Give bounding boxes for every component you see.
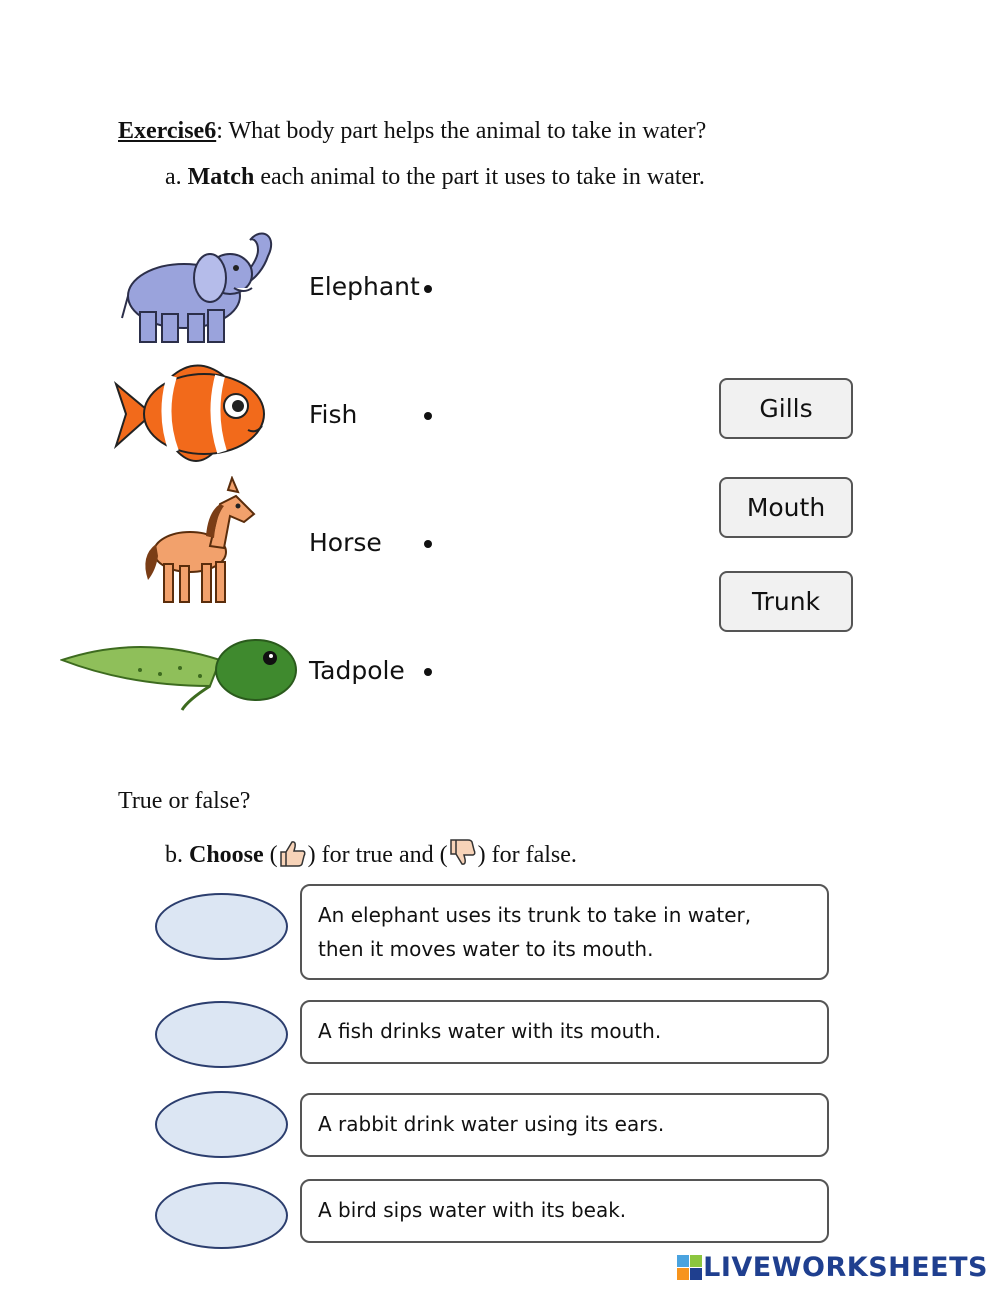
part-a-rest: each animal to the part it uses to take in water. <box>254 164 705 190</box>
statement-1-line1: An elephant uses its trunk to take in water, <box>318 903 752 927</box>
exercise-title <box>118 118 706 145</box>
part-b-paren-open: ( <box>263 842 278 868</box>
part-b-instruction <box>165 838 577 869</box>
answer-oval-4[interactable] <box>155 1182 288 1249</box>
statement-1 <box>300 884 829 980</box>
statement-3-line1: A rabbit drink water using its ears. <box>318 1112 665 1136</box>
statement-1-line2: then it moves water to its mouth. <box>318 937 654 961</box>
animal-label-elephant: Elephant <box>309 272 420 301</box>
answer-box-trunk[interactable]: Trunk <box>719 571 853 632</box>
fish-icon <box>112 354 272 474</box>
exercise-number: Exercise6 <box>118 118 217 144</box>
logo-blocks-icon <box>677 1255 703 1281</box>
animal-label-tadpole: Tadpole <box>309 656 405 685</box>
animal-label-horse: Horse <box>309 528 382 557</box>
part-b-end: ) for false. <box>477 842 577 868</box>
match-dot-tadpole[interactable] <box>424 668 432 676</box>
part-b-bold: Choose <box>189 842 264 868</box>
thumbs-up-icon <box>278 838 308 868</box>
horse-icon <box>140 476 260 608</box>
statement-4-line1: A bird sips water with its beak. <box>318 1198 627 1222</box>
thumbs-down-icon <box>448 838 478 868</box>
match-dot-horse[interactable] <box>424 540 432 548</box>
part-a-instruction <box>165 164 705 191</box>
statement-2-line1: A fish drinks water with its mouth. <box>318 1019 662 1043</box>
true-false-heading: True or false? <box>118 788 251 814</box>
answer-oval-1[interactable] <box>155 893 288 960</box>
statement-3 <box>300 1093 829 1157</box>
answer-box-gills[interactable]: Gills <box>719 378 853 439</box>
part-a-letter: a. <box>165 164 182 190</box>
answer-oval-2[interactable] <box>155 1001 288 1068</box>
part-b-mid: ) for true and ( <box>307 842 448 868</box>
match-dot-elephant[interactable] <box>424 285 432 293</box>
logo-text: LIVEWORKSHEETS <box>703 1252 988 1283</box>
part-a-bold: Match <box>187 164 255 190</box>
elephant-icon <box>118 222 276 348</box>
answer-oval-3[interactable] <box>155 1091 288 1158</box>
exercise-question: : What body part helps the animal to take in water? <box>216 118 707 144</box>
part-b-letter: b. <box>165 842 183 868</box>
tadpole-icon <box>60 630 300 714</box>
statement-4 <box>300 1179 829 1243</box>
match-dot-fish[interactable] <box>424 412 432 420</box>
statement-2 <box>300 1000 829 1064</box>
liveworksheets-logo <box>677 1252 988 1283</box>
animal-label-fish: Fish <box>309 400 358 429</box>
answer-box-mouth[interactable]: Mouth <box>719 477 853 538</box>
